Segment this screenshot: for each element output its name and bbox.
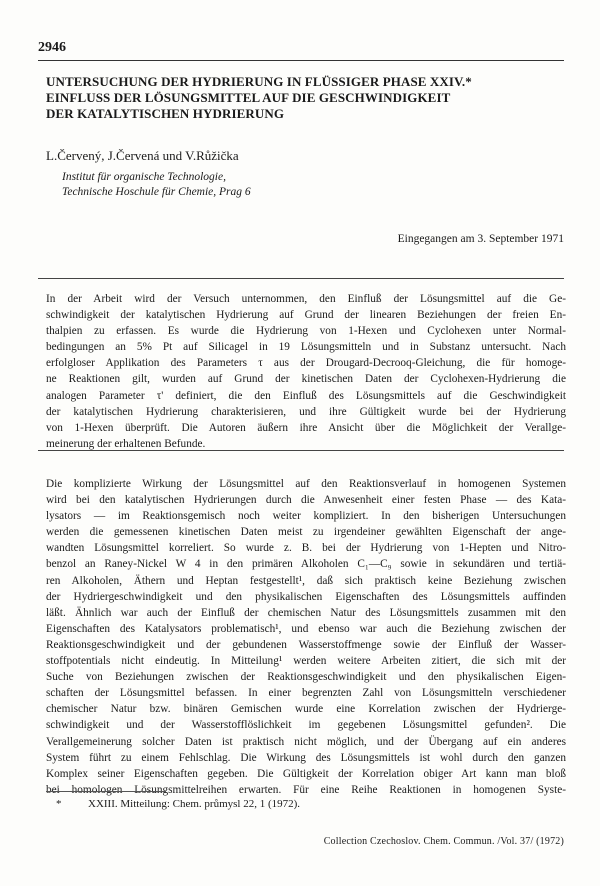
abstract-bottom-rule bbox=[38, 450, 564, 451]
body-text bbox=[46, 476, 566, 798]
footnote bbox=[56, 798, 300, 810]
journal-citation: Collection Czechoslov. Chem. Commun. /Vol. 37/ (1972) bbox=[323, 836, 564, 847]
abstract-line: meinerung der erhaltenen Befunde. bbox=[46, 437, 206, 450]
body-line: benzol an Raney-Nickel W 4 in den primären Alkoholen C₁—C₉ sowie in sekundären und tertiä- bbox=[46, 558, 566, 571]
abstract bbox=[46, 291, 566, 452]
body-line: Suche von Beziehungen zwischen der Reaktionsgeschwindigkeit und den physikalischen Eigen- bbox=[46, 671, 566, 684]
body-line: Verallgemeinerung solcher Daten ist praktisch nicht möglich, und der Übergang auf ein anderes bbox=[46, 735, 566, 748]
title-line-3: DER KATALYTISCHEN HYDRIERUNG bbox=[46, 106, 285, 121]
footnote-text: XXIII. Mitteilung: Chem. průmysl 22, 1 (1972). bbox=[88, 798, 301, 810]
body-line: Eigenschaften des Katalysators problematisch¹, und ebenso war auch die Beziehung zwischen der bbox=[46, 622, 566, 635]
body-line: Reaktionsgeschwindigkeit und der gebundenen Wasserstoffmenge sowie der Einfluß der Wasser- bbox=[46, 638, 566, 651]
body-line: werden die gemessenen kinetischen Daten meist zu irgendeiner gewählten Eigenschaft der ange- bbox=[46, 526, 566, 539]
abstract-line: schwindigkeit der katalytischen Hydrierung auf Grund der linearen Beziehungen der freien En- bbox=[46, 309, 566, 322]
header-rule bbox=[38, 60, 564, 61]
received-date: Eingegangen am 3. September 1971 bbox=[397, 233, 564, 245]
title-line-1: UNTERSUCHUNG DER HYDRIERUNG IN FLÜSSIGER PHASE XXIV.* bbox=[46, 74, 472, 89]
body-line: Komplex seiner Eigenschaften gegeben. Die Gültigkeit der Korrelation obiger Art kann man bloß bbox=[46, 767, 566, 780]
footnote-mark: * bbox=[56, 798, 62, 810]
body-line: läßt. Ähnlich war auch der Einfluß der chemischen Natur des Lösungsmittels zusammen mit den bbox=[46, 606, 566, 619]
abstract-top-rule bbox=[38, 278, 564, 279]
abstract-line: In der Arbeit wird der Versuch unternommen, den Einfluß der Lösungsmittel auf die Ge- bbox=[46, 293, 566, 305]
authors: L.Červený, J.Červená und V.Růžička bbox=[46, 148, 239, 163]
affiliation-line-2: Technische Hoschule für Chemie, Prag 6 bbox=[62, 186, 251, 198]
body-line: schaften der Lösungsmittel befassen. In einer begrenzten Zahl von Lösungsmitteln verschiedener bbox=[46, 687, 566, 700]
footnote-rule bbox=[46, 791, 166, 792]
page-number: 2946 bbox=[38, 40, 66, 55]
body-line: wandten Lösungsmittel korreliert. So wurde z. B. bei der Hydrierung von 1-Hepten und Nitro- bbox=[46, 542, 566, 555]
abstract-line: thalpien zu erfassen. Es wurde die Hydrierung von 1-Hexen und Cyclohexen unter Normal- bbox=[46, 325, 566, 338]
body-line: lysators — im Reaktionsgemisch noch weiter kompliziert. In den bisherigen Untersuchungen bbox=[46, 510, 566, 523]
body-line: Die komplizierte Wirkung der Lösungsmittel auf den Reaktionsverlauf in homogenen Systemen bbox=[46, 478, 566, 490]
abstract-line: erfolgloser Applikation des Parameters τ aus der Drougard-Decrooq-Gleichung, die für homoge- bbox=[46, 357, 566, 370]
body-line: System führt zu einem Fehlschlag. Die Wirkung des Lösungsmittels ist wohl durch den ganzen bbox=[46, 751, 566, 764]
body-line: ren Alkoholen, Äthern und Heptan festgestellt¹, daß sich praktisch keine Beziehung zwischen bbox=[46, 574, 566, 587]
abstract-line: ne Reaktionen gilt, wurden auf Grund der kinetischen Daten der Cyclohexen-Hydrierung die bbox=[46, 373, 566, 386]
body-line: schwindigkeit und der Wasserstofflöslichkeit im gegebenen Lösungsmittel gefunden². Die bbox=[46, 719, 566, 732]
abstract-line: bedingungen an 5% Pt auf Silicagel in 19 Lösungsmitteln und in Substanz untersucht. Nach bbox=[46, 341, 566, 354]
abstract-line: der katalytischen Hydrierung charakterisieren, und ihre Gültigkeit wurde bei der Hydrierung bbox=[46, 405, 566, 418]
abstract-line: von 1-Hexen überprüft. Die Autoren äußern ihre Ansicht über die Möglichkeit der Verallge- bbox=[46, 421, 566, 434]
affiliation bbox=[62, 170, 251, 200]
body-line: stoffpotentials nicht eindeutig. In Mitteilung¹ werden weitere Arbeiten zitiert, die sich mit der bbox=[46, 655, 566, 668]
body-line: bei homologen Lösungsmittelreihen erwarten. Für eine Reihe Reaktionen in homogenen Syste- bbox=[46, 783, 566, 796]
article-title bbox=[46, 74, 570, 122]
abstract-line: analogen Parameter τ' definiert, die den Einfluß des Lösungsmittels auf die Geschwindigkeit bbox=[46, 389, 566, 402]
body-line: wird bei den katalytischen Hydrierungen durch die Anwesenheit einer festen Phase — des Kata- bbox=[46, 494, 566, 507]
title-line-2: EINFLUSS DER LÖSUNGSMITTEL AUF DIE GESCHWINDIGKEIT bbox=[46, 90, 451, 105]
body-line: chemischer Natur bzw. binären Gemischen wurde eine Korrelation zwischen der Hydrierge- bbox=[46, 703, 566, 716]
body-line: der Hydriergeschwindigkeit und den physikalischen Eigenschaften des Lösungsmittels auffinden bbox=[46, 590, 566, 603]
affiliation-line-1: Institut für organische Technologie, bbox=[62, 171, 226, 183]
